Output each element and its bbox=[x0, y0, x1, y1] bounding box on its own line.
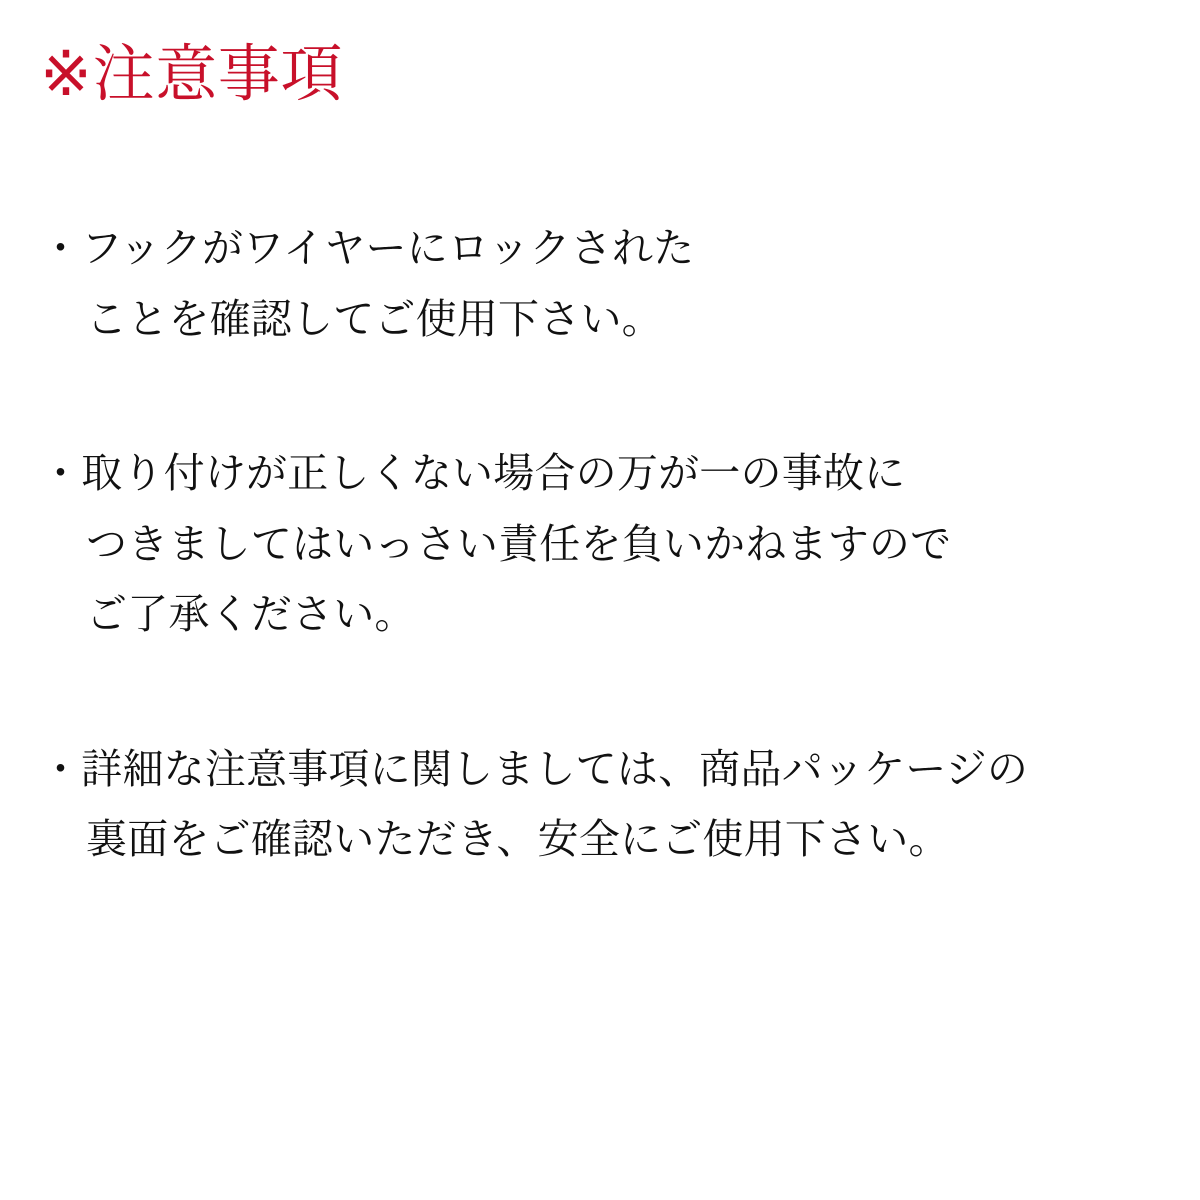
notice-line: ことを確認してご使用下さい。 bbox=[86, 294, 663, 343]
notice-line: ・取り付けが正しくない場合の万が一の事故に bbox=[40, 449, 906, 498]
list-item bbox=[40, 734, 1160, 875]
notice-line: ・詳細な注意事項に関しましては、商品パッケージの bbox=[40, 744, 1029, 793]
notice-line: つきましてはいっさい責任を負いかねますので bbox=[86, 519, 952, 568]
notice-line: ・フックがワイヤーにロックされた bbox=[40, 224, 695, 273]
notice-line: 裏面をご確認いただき、安全にご使用下さい。 bbox=[86, 815, 950, 864]
notice-list bbox=[40, 213, 1160, 875]
list-item bbox=[40, 213, 1160, 354]
page-title: ※注意事項 bbox=[40, 37, 344, 110]
list-item bbox=[40, 438, 1160, 650]
notice-line: ご了承ください。 bbox=[86, 590, 416, 639]
